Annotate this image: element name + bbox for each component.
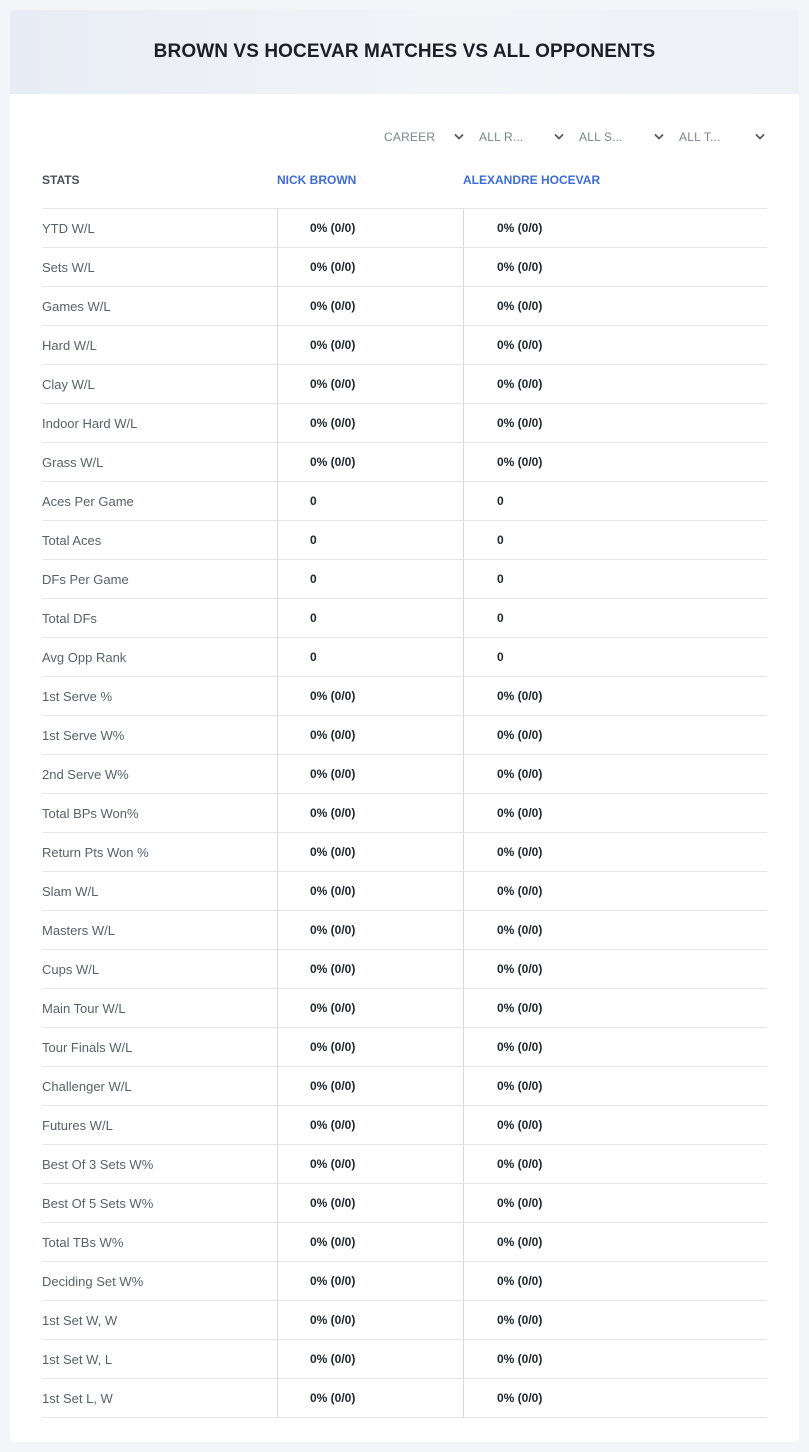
player1-value: 0% (0/0) — [277, 1340, 463, 1378]
table-row — [42, 443, 767, 482]
table-row — [42, 326, 767, 365]
table-row — [42, 911, 767, 950]
player1-value: 0% (0/0) — [277, 989, 463, 1027]
player1-value: 0 — [277, 560, 463, 598]
player1-value: 0% (0/0) — [277, 755, 463, 793]
chevron-down-icon — [654, 132, 664, 142]
filter-round-select[interactable] — [479, 126, 564, 148]
stat-label: Grass W/L — [42, 454, 104, 470]
stat-label: Best Of 3 Sets W% — [42, 1156, 154, 1172]
filter-label: ALL R... — [479, 130, 524, 144]
player1-value: 0% (0/0) — [277, 287, 463, 325]
stat-label: Avg Opp Rank — [42, 649, 127, 665]
player2-value: 0% (0/0) — [463, 365, 767, 403]
table-row — [42, 287, 767, 326]
stat-label: Futures W/L — [42, 1117, 113, 1133]
stat-label: Slam W/L — [42, 883, 99, 899]
player1-value: 0% (0/0) — [277, 1262, 463, 1300]
stats-card — [10, 10, 799, 1442]
stat-label: Aces Per Game — [42, 493, 134, 509]
player1-value: 0% (0/0) — [277, 443, 463, 481]
filter-label: CAREER — [384, 130, 436, 144]
player2-value: 0 — [463, 482, 767, 520]
chevron-down-icon — [554, 132, 564, 142]
table-row — [42, 248, 767, 287]
player2-value: 0% (0/0) — [463, 911, 767, 949]
stat-label: Challenger W/L — [42, 1078, 132, 1094]
player2-value: 0% (0/0) — [463, 326, 767, 364]
player2-value: 0 — [463, 638, 767, 676]
player1-value: 0% (0/0) — [277, 1184, 463, 1222]
player2-value: 0 — [463, 560, 767, 598]
table-row — [42, 755, 767, 794]
player1-value: 0 — [277, 638, 463, 676]
stat-label: 1st Serve % — [42, 688, 113, 704]
filter-bar — [10, 126, 799, 148]
header-player2-link[interactable]: ALEXANDRE HOCEVAR — [463, 173, 601, 187]
stat-label: Tour Finals W/L — [42, 1039, 133, 1055]
player2-value: 0% (0/0) — [463, 248, 767, 286]
stat-label: 1st Set W, L — [42, 1351, 113, 1367]
table-row — [42, 1262, 767, 1301]
player1-value: 0% (0/0) — [277, 1379, 463, 1417]
table-row — [42, 560, 767, 599]
player2-value: 0 — [463, 521, 767, 559]
stat-label: Sets W/L — [42, 259, 95, 275]
stat-label: 1st Serve W% — [42, 727, 125, 743]
stat-label: Deciding Set W% — [42, 1273, 144, 1289]
table-row — [42, 1301, 767, 1340]
chevron-down-icon — [755, 132, 765, 142]
player2-value: 0% (0/0) — [463, 872, 767, 910]
stat-label: Total BPs Won% — [42, 805, 139, 821]
player1-value: 0% (0/0) — [277, 1106, 463, 1144]
filter-label: ALL T... — [679, 130, 721, 144]
player2-value: 0% (0/0) — [463, 1340, 767, 1378]
player1-value: 0% (0/0) — [277, 794, 463, 832]
stat-label: 1st Set W, W — [42, 1312, 118, 1328]
table-row — [42, 638, 767, 677]
table-header — [42, 170, 767, 208]
player2-value: 0% (0/0) — [463, 1223, 767, 1261]
page-title: BROWN VS HOCEVAR MATCHES VS ALL OPPONENTS — [153, 41, 656, 62]
player2-value: 0% (0/0) — [463, 794, 767, 832]
player1-value: 0% (0/0) — [277, 872, 463, 910]
table-row — [42, 1145, 767, 1184]
player2-value: 0 — [463, 599, 767, 637]
player2-value: 0% (0/0) — [463, 404, 767, 442]
filter-label: ALL S... — [579, 130, 623, 144]
player2-value: 0% (0/0) — [463, 1301, 767, 1339]
stat-label: Cups W/L — [42, 961, 100, 977]
stat-label: Total DFs — [42, 610, 97, 626]
table-row — [42, 677, 767, 716]
player1-value: 0% (0/0) — [277, 1301, 463, 1339]
player2-value: 0% (0/0) — [463, 1028, 767, 1066]
stat-label: Return Pts Won % — [42, 844, 149, 860]
stat-label: Best Of 5 Sets W% — [42, 1195, 154, 1211]
player1-value: 0% (0/0) — [277, 248, 463, 286]
table-row — [42, 989, 767, 1028]
header-player1-link[interactable]: NICK BROWN — [277, 173, 357, 187]
player1-value: 0% (0/0) — [277, 404, 463, 442]
player2-value: 0% (0/0) — [463, 1145, 767, 1183]
player1-value: 0% (0/0) — [277, 1223, 463, 1261]
player1-value: 0% (0/0) — [277, 326, 463, 364]
player1-value: 0% (0/0) — [277, 209, 463, 247]
player1-value: 0% (0/0) — [277, 677, 463, 715]
stat-label: Masters W/L — [42, 922, 115, 938]
table-row — [42, 950, 767, 989]
table-row — [42, 1379, 767, 1418]
filter-period-select[interactable] — [384, 126, 464, 148]
player1-value: 0 — [277, 482, 463, 520]
player2-value: 0% (0/0) — [463, 950, 767, 988]
table-row — [42, 404, 767, 443]
header-stats: STATS — [42, 173, 80, 187]
stat-label: Indoor Hard W/L — [42, 415, 138, 431]
table-row — [42, 1340, 767, 1379]
table-row — [42, 1067, 767, 1106]
player1-value: 0% (0/0) — [277, 950, 463, 988]
player1-value: 0 — [277, 521, 463, 559]
player1-value: 0% (0/0) — [277, 911, 463, 949]
table-row — [42, 1184, 767, 1223]
stat-label: Games W/L — [42, 298, 111, 314]
player1-value: 0% (0/0) — [277, 1145, 463, 1183]
player1-value: 0% (0/0) — [277, 1067, 463, 1105]
table-row — [42, 794, 767, 833]
player2-value: 0% (0/0) — [463, 287, 767, 325]
stat-label: Main Tour W/L — [42, 1000, 126, 1016]
player1-value: 0% (0/0) — [277, 716, 463, 754]
player1-value: 0 — [277, 599, 463, 637]
stat-label: Hard W/L — [42, 337, 97, 353]
player2-value: 0% (0/0) — [463, 1262, 767, 1300]
filter-tournament-select[interactable] — [679, 126, 765, 148]
player2-value: 0% (0/0) — [463, 755, 767, 793]
stats-table-body — [42, 208, 767, 1418]
player2-value: 0% (0/0) — [463, 1106, 767, 1144]
table-row — [42, 209, 767, 248]
stat-label: 2nd Serve W% — [42, 766, 129, 782]
player1-value: 0% (0/0) — [277, 1028, 463, 1066]
player2-value: 0% (0/0) — [463, 716, 767, 754]
table-row — [42, 521, 767, 560]
player2-value: 0% (0/0) — [463, 677, 767, 715]
table-row — [42, 1223, 767, 1262]
chevron-down-icon — [454, 132, 464, 142]
filter-surface-select[interactable] — [579, 126, 664, 148]
player2-value: 0% (0/0) — [463, 989, 767, 1027]
table-row — [42, 599, 767, 638]
stat-label: Clay W/L — [42, 376, 95, 392]
card-header — [10, 10, 799, 94]
player2-value: 0% (0/0) — [463, 1067, 767, 1105]
player1-value: 0% (0/0) — [277, 833, 463, 871]
table-row — [42, 716, 767, 755]
player2-value: 0% (0/0) — [463, 443, 767, 481]
table-row — [42, 872, 767, 911]
player2-value: 0% (0/0) — [463, 1379, 767, 1417]
table-row — [42, 1106, 767, 1145]
stat-label: Total Aces — [42, 532, 102, 548]
stat-label: 1st Set L, W — [42, 1390, 113, 1406]
stat-label: Total TBs W% — [42, 1234, 124, 1250]
player2-value: 0% (0/0) — [463, 833, 767, 871]
player1-value: 0% (0/0) — [277, 365, 463, 403]
table-row — [42, 365, 767, 404]
table-row — [42, 1028, 767, 1067]
table-row — [42, 482, 767, 521]
player2-value: 0% (0/0) — [463, 1184, 767, 1222]
stat-label: YTD W/L — [42, 220, 95, 236]
table-row — [42, 833, 767, 872]
stat-label: DFs Per Game — [42, 571, 129, 587]
player2-value: 0% (0/0) — [463, 209, 767, 247]
